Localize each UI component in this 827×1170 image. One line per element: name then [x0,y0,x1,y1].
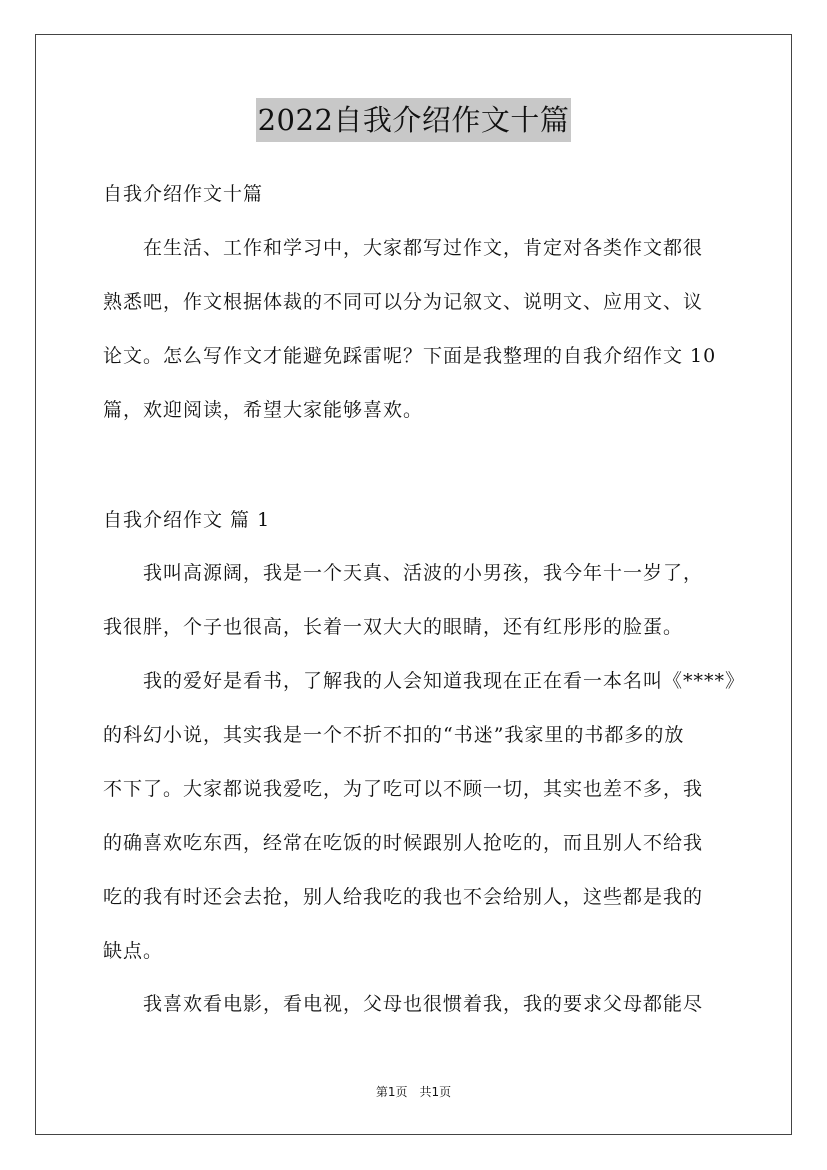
paragraph-line: 我很胖，个子也很高，长着一双大大的眼睛，还有红彤彤的脸蛋。 [103,616,684,638]
paragraph-line: 篇，欢迎阅读，希望大家能够喜欢。 [103,399,424,421]
paragraph-line: 的科幻小说，其实我是一个不折不扣的“书迷”我家里的书都多的放 [103,724,685,746]
title-container [0,98,827,142]
paragraph-line: 熟悉吧，作文根据体裁的不同可以分为记叙文、说明文、应用文、议 [103,291,704,313]
document-title: 2022自我介绍作文十篇 [256,98,572,142]
paragraph-line: 吃的我有时还会去抢，别人给我吃的我也不会给别人，这些都是我的 [103,886,704,908]
paragraph-line: 缺点。 [103,940,164,962]
paragraph-line: 在生活、工作和学习中，大家都写过作文，肯定对各类作文都很 [103,237,704,259]
section-heading: 自我介绍作文 篇 1 [103,509,271,531]
page-number: 第1页 共1页 [375,1085,452,1099]
paragraph-line: 我叫高源阔，我是一个天真、活波的小男孩，我今年十一岁了， [103,562,704,584]
paragraph-line: 我喜欢看电影，看电视，父母也很惯着我，我的要求父母都能尽 [103,993,704,1015]
section-heading: 自我介绍作文十篇 [103,183,264,205]
paragraph-line: 的确喜欢吃东西，经常在吃饭的时候跟别人抢吃的，而且别人不给我 [103,832,704,854]
paragraph-line: 我的爱好是看书，了解我的人会知道我现在正在看一本名叫《****》 [103,670,746,692]
paragraph-line: 论文。怎么写作文才能避免踩雷呢？下面是我整理的自我介绍作文 10 [103,345,717,367]
paragraph-line: 不下了。大家都说我爱吃，为了吃可以不顾一切，其实也差不多，我 [103,778,704,800]
